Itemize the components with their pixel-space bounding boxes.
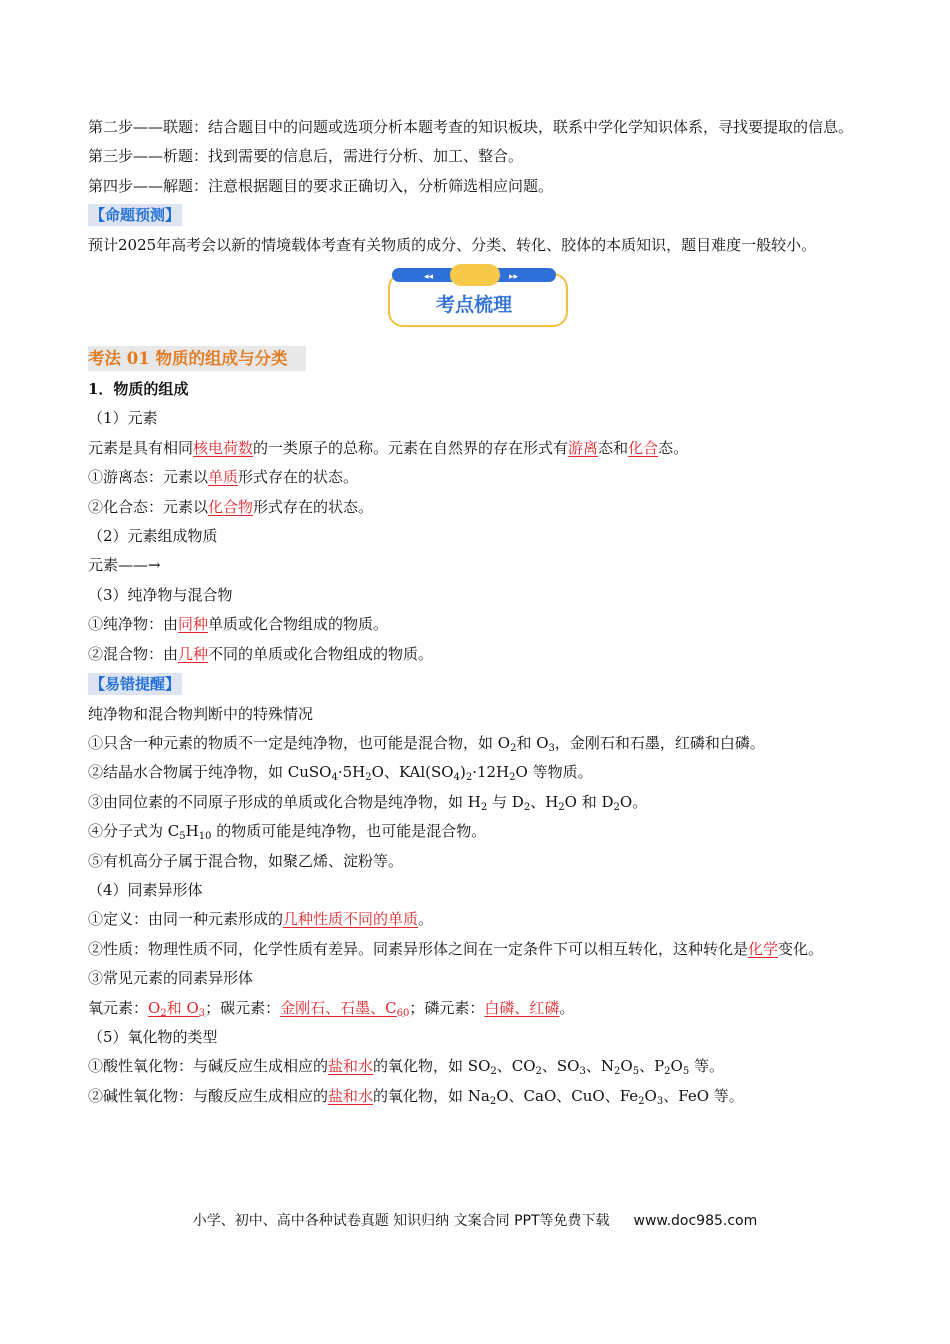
element-definition: 元素是具有相同核电荷数的一类原子的总称。元素在自然界的存在形式有游离态和化合态。 [88,438,689,457]
tag-prediction: 【命题预测】 [90,206,181,225]
basic-oxide: ②碱性氧化物：与酸反应生成相应的盐和水的氧化物，如 $Na_2O$、CaO、CuO、$Fe_2O_3$、FeO 等。 [88,1086,744,1107]
step-three: 第三步——析题：找到需要的信息后，需进行分析、加工、整合。 [88,147,524,166]
element-arrow: 元素——→ [88,556,161,575]
step-four: 第四步——解题：注意根据题目的要求正确切入，分析筛选相应问题。 [88,176,554,195]
allotrope-definition: ①定义：由同一种元素形成的几种性质不同的单质。 [88,910,434,929]
section-title: 考法 01 物质的组成与分类 [88,346,306,371]
step-two: 第二步——联题：结合题目中的问题或选项分析本题考查的知识板块，联系中学化学知识体系，寻找要提取的信息。 [88,118,854,136]
warning-3: ③由同位素的不同原子形成的单质或化合物是纯净物，如 $H_2$ 与 $D_2$、$H_2O$ 和 $D_2O$。 [88,792,648,813]
allotrope-property: ②性质：物理性质不同，化学性质有差异。同素异形体之间在一定条件下可以相互转化，这种转化是化学变化。 [88,939,824,958]
acidic-oxide: ①酸性氧化物：与碱反应生成相应的盐和水的氧化物，如 $SO_2$、$CO_2$、$SO_3$、$N_2O_5$、$P_2O_5$ 等。 [88,1057,724,1078]
banner [88,260,868,336]
sub-allotrope: （4）同素异形体 [88,880,203,899]
free-state: ①游离态：元素以单质形式存在的状态。 [88,468,359,487]
sub-element: （1）元素 [88,409,158,428]
sub-pure-mixture: （3）纯净物与混合物 [88,585,233,604]
sub-oxide-types: （5）氧化物的类型 [88,1027,218,1046]
footer-text: 小学、初中、高中各种试卷真题 知识归纳 文案合同 PPT等免费下载 [192,1213,610,1229]
content [88,113,868,1111]
mixture: ②混合物：由几种不同的单质或化合物组成的物质。 [88,644,434,663]
combined-state: ②化合态：元素以化合物形式存在的状态。 [88,497,374,516]
svg-text:▸▸: ▸▸ [509,272,519,283]
warning-intro: 纯净物和混合物判断中的特殊情况 [88,704,314,723]
heading-composition: 1．物质的组成 [88,380,189,399]
prediction-text: 预计2025年高考会以新的情境载体考查有关物质的成分、分类、转化、胶体的本质知识，题目难度一般较小。 [88,235,817,254]
warning-4: ④分子式为 $C_5H_{10}$ 的物质可能是纯净物，也可能是混合物。 [88,822,487,843]
allotrope-examples: 氧元素：$O_2$和 $O_3$；碳元素：金刚石、石墨、$C_{60}$；磷元素：白磷、红磷。 [88,998,575,1019]
warning-1: ①只含一种元素的物质不一定是纯净物，也可能是混合物，如 $O_2$和 $O_3$，金刚石和石墨，红磷和白磷。 [88,733,765,754]
sub-element-composition: （2）元素组成物质 [88,527,218,546]
allotrope-common: ③常见元素的同素异形体 [88,969,254,988]
banner-title: 考点梳理 [435,294,513,317]
pure-substance: ①纯净物：由同种单质或化合物组成的物质。 [88,615,389,634]
footer [0,1210,950,1230]
tag-warning: 【易错提醒】 [90,675,181,694]
footer-site-link[interactable]: www.doc985.com [633,1213,758,1229]
warning-5: ⑤有机高分子属于混合物，如聚乙烯、淀粉等。 [88,851,404,870]
svg-text:◂◂: ◂◂ [424,272,434,283]
banner-graphic [88,260,868,336]
warning-2: ②结晶水合物属于纯净物，如 $CuSO_4\cdot 5H_2O$、$KAl(SO_4)_2\cdot 12H_2O$ 等物质。 [88,763,593,784]
